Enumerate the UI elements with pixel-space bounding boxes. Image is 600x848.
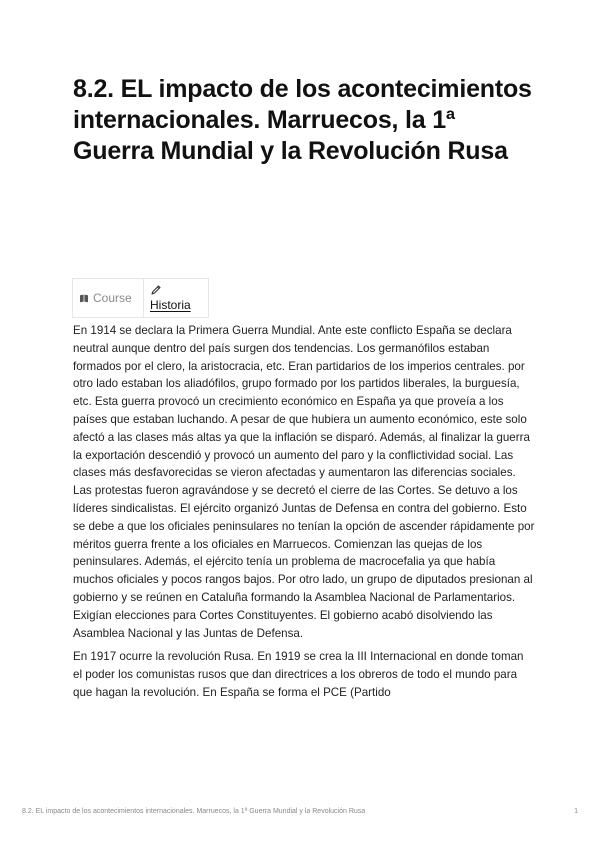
page-number: 1 bbox=[574, 808, 578, 815]
property-value-cell bbox=[144, 279, 209, 318]
property-value-link[interactable]: Historia bbox=[150, 298, 191, 312]
pencil-icon bbox=[150, 284, 162, 296]
properties-table bbox=[72, 278, 209, 318]
page-title: 8.2. EL impacto de los acontecimientos internacionales. Marruecos, la 1ª Guerra Mundial y la Revolución Rusa bbox=[73, 75, 532, 165]
paragraph: En 1914 se declara la Primera Guerra Mundial. Ante este conflicto España se declara neutral aunque dentro del país surgen dos tendencias. Los germanófilos estaban formados por el clero, la aristocracia, etc. Eran partidarios de los imperios centrales. por otro lado estaban los aliadófilos, grupo formado por los partidos liberales, la burguesía, etc. Esta guerra provocó un crecimiento económico en España ya que proveía a los países que estaban luchando. A pesar de que hubiera un aumento económico, este solo afectó a las clases más altas ya que la inflación se disparó. Además, al finalizar la guerra la exportación descendió y provocó un aumento del paro y la conflictividad social. Las clases más desfavorecidas se vieron afectadas y aumentaron las diferencias sociales. Las protestas fueron agravándose y se decretó el cierre de las Cortes. Se detuvo a los líderes sindicalistas. El ejército organizó Juntas de Defensa en contra del gobierno. Esto se debe a que los oficiales peninsulares no tenían la opción de ascender rápidamente por méritos guerra frente a los oficiales en Marruecos. Comienzan las quejas de los peninsulares. Además, el ejército tenía un problema de macrocefalia ya que había muchos oficiales y pocos rangos bajos. Por otro lado, un grupo de diputados presionan al gobierno y se reúnen en Cataluña formando la Asamblea Nacional de Parlamentarios. Exigían elecciones para Cortes Constituyentes. El gobierno acabó disolviendo las Asamblea Nacional y las Juntas de Defensa. bbox=[73, 324, 535, 640]
paragraph: En 1917 ocurre la revolución Rusa. En 1919 se crea la III Internacional en donde toman el poder los comunistas rusos que dan directrices a los obreros de todo el mundo para que hagan la revolución. En España se forma el PCE (Partido bbox=[73, 650, 524, 699]
body-text bbox=[73, 322, 535, 708]
footer-title: 8.2. EL impacto de los acontecimientos internacionales. Marruecos, la 1ª Guerra Mundial y la Revolución Rusa bbox=[22, 808, 366, 815]
page-footer bbox=[22, 808, 578, 815]
book-icon bbox=[79, 293, 89, 303]
property-name-label: Course bbox=[93, 291, 132, 305]
property-name-cell bbox=[73, 279, 144, 318]
property-row-course bbox=[73, 279, 209, 318]
